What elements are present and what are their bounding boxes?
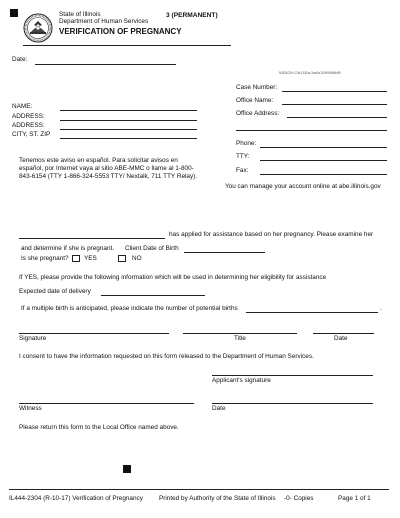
barcode-text: N3E6G2H-C3c3 ll11ia-3va0a-D0N9M6Mdf9 bbox=[279, 71, 341, 75]
office-address-field[interactable] bbox=[287, 117, 387, 118]
office-address-field-2[interactable] bbox=[236, 130, 387, 131]
is-pregnant-label: Is she pregnant? bbox=[21, 255, 69, 262]
city-state-zip-field[interactable] bbox=[60, 138, 197, 139]
witness-label: Witness bbox=[19, 405, 42, 412]
client-dob-label: Client Date of Birth bbox=[125, 245, 179, 252]
city-state-zip-label: CITY, ST. ZIP bbox=[12, 131, 51, 138]
multiple-birth-label: If a multiple birth is anticipated, please indicate the number of potential births bbox=[21, 305, 238, 312]
applicant-signature-field[interactable] bbox=[212, 375, 373, 376]
witness-date-field[interactable] bbox=[212, 403, 373, 404]
signature-date-label: Date bbox=[334, 335, 348, 342]
witness-field[interactable] bbox=[19, 403, 194, 404]
determine-text: and determine if she is pregnant. bbox=[21, 245, 115, 252]
expected-date-field[interactable] bbox=[101, 295, 205, 296]
name-field[interactable] bbox=[60, 110, 197, 111]
phone-label: Phone: bbox=[236, 140, 257, 147]
title-label: Title bbox=[234, 335, 246, 342]
spanish-notice: Tenemos este aviso en español. Para solicitar avisos en español, por Internet vaya al sitio ABE-MMC o llame al 1-800-843-6154 (TTY 1-866-324-5553 TTY/ Nextalk, 711 TTY Relay). bbox=[19, 157, 198, 180]
case-number-field[interactable] bbox=[282, 91, 387, 92]
fax-field[interactable] bbox=[260, 174, 387, 175]
address-label-1: ADDRESS: bbox=[12, 113, 45, 120]
footer-page: Page 1 of 1 bbox=[338, 495, 371, 502]
title-field[interactable] bbox=[183, 333, 297, 334]
client-name-field[interactable] bbox=[19, 238, 165, 239]
yes-label: YES bbox=[84, 255, 97, 262]
tty-field[interactable] bbox=[260, 160, 387, 161]
no-label: NO bbox=[132, 255, 142, 262]
date-label: Date: bbox=[12, 56, 28, 63]
yes-checkbox[interactable] bbox=[72, 255, 80, 262]
registration-mark-bottom-center bbox=[123, 465, 131, 473]
office-address-label: Office Address: bbox=[236, 110, 280, 117]
multiple-birth-field[interactable] bbox=[246, 312, 378, 313]
header-rule bbox=[23, 45, 231, 46]
witness-date-label: Date bbox=[212, 405, 226, 412]
tty-label: TTY: bbox=[236, 153, 250, 160]
footer-rule bbox=[9, 489, 389, 490]
name-label: NAME: bbox=[12, 103, 33, 110]
page-title: VERIFICATION OF PREGNANCY bbox=[59, 27, 182, 36]
registration-mark-top-left bbox=[10, 9, 18, 17]
applied-text: has applied for assistance based on her pregnancy. Please examine her bbox=[169, 231, 374, 238]
applicant-signature-label: Applicant's signature bbox=[212, 377, 271, 384]
footer-printed-by: Printed by Authority of the State of Illinois bbox=[159, 495, 276, 502]
date-field[interactable] bbox=[35, 64, 176, 65]
address-field-2[interactable] bbox=[60, 129, 197, 130]
fax-label: Fax: bbox=[236, 167, 249, 174]
form-type: 3 (PERMANENT) bbox=[166, 12, 218, 19]
signature-date-field[interactable] bbox=[313, 333, 374, 334]
consent-text: I consent to have the information requested on this form released to the Department of Human Services. bbox=[19, 353, 314, 360]
account-online-text: You can manage your account online at abe.illinois.gov bbox=[225, 183, 381, 190]
signature-label: Signature bbox=[19, 335, 47, 342]
case-number-label: Case Number: bbox=[236, 84, 278, 91]
address-field-1[interactable] bbox=[60, 120, 197, 121]
no-checkbox[interactable] bbox=[118, 255, 126, 262]
office-name-label: Office Name: bbox=[236, 97, 274, 104]
multiple-birth-period: . bbox=[380, 305, 382, 312]
footer-form-id: IL444-2304 (R-10-17) Verification of Pregnancy bbox=[9, 495, 143, 502]
state-name: State of Illinois bbox=[59, 11, 101, 18]
department-name: Department of Human Services bbox=[59, 18, 149, 25]
address-label-2: ADDRESS: bbox=[12, 122, 45, 129]
expected-date-label: Expected date of delivery bbox=[19, 288, 91, 295]
office-name-field[interactable] bbox=[282, 104, 387, 105]
illinois-seal-icon bbox=[23, 13, 53, 43]
return-note: Please return this form to the Local Office named above. bbox=[19, 424, 179, 431]
if-yes-instructions: If YES, please provide the following information which will be used in determining her eligibility for assistance bbox=[19, 274, 327, 281]
footer-copies: -0- Copies bbox=[284, 495, 314, 502]
signature-field[interactable] bbox=[19, 333, 169, 334]
client-dob-field[interactable] bbox=[184, 252, 265, 253]
phone-field[interactable] bbox=[260, 147, 387, 148]
